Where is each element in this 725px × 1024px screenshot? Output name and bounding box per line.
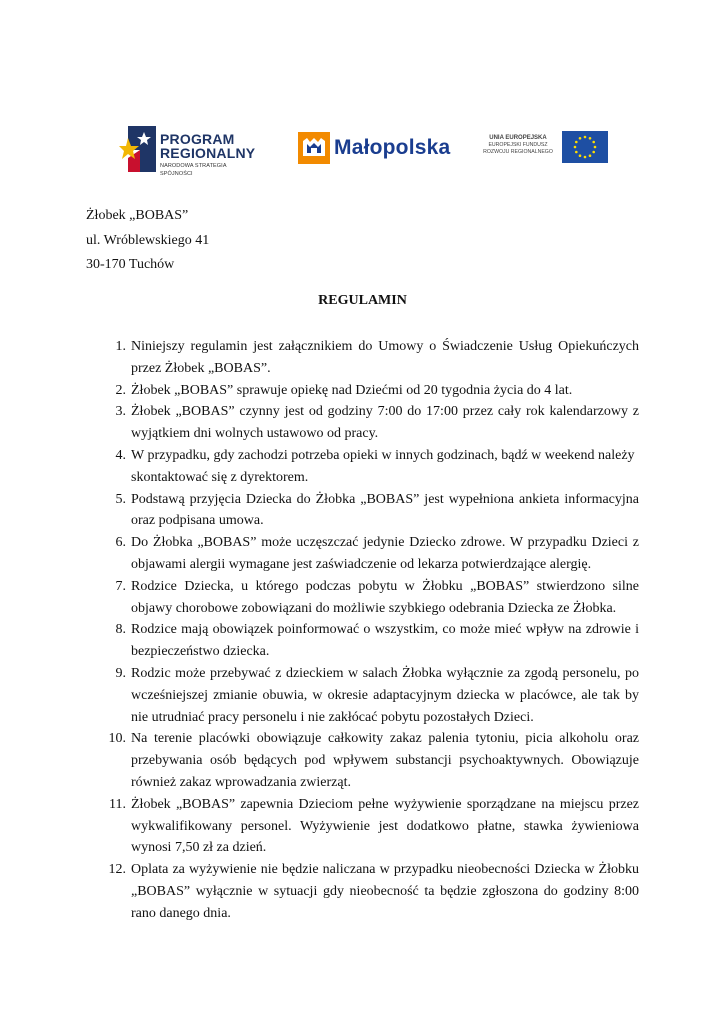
eu-line1: UNIA EUROPEJSKA <box>489 135 547 141</box>
rule-text: Do Żłobka „BOBAS” może uczęszczać jedynie Dziecko zdrowe. W przypadku Dzieci z objawami alergii wymagane jest zaświadczenie od lekarza potwierdzające alergię. <box>131 535 639 572</box>
rule-number: 2. <box>115 382 126 398</box>
rule-item-4 <box>100 445 639 489</box>
rule-number: 9. <box>115 665 126 681</box>
rule-item-2 <box>100 380 639 402</box>
rule-item-8 <box>100 619 639 663</box>
rules-list <box>100 336 639 925</box>
malopolska-wordmark: Małopolska <box>334 136 451 159</box>
rule-text: Rodzice Dziecka, u którego podczas pobytu w Żłobku „BOBAS” stwierdzono silne objawy chorobowe zobowiązani do możliwie szybkiego odebrania Dziecka ze Żłobka. <box>131 578 639 616</box>
program-line3: NARODOWA STRATEGIA SPÓJNOŚCI <box>160 163 227 177</box>
rule-number: 7. <box>115 578 126 594</box>
rule-number: 12. <box>108 862 126 878</box>
rule-number: 8. <box>115 622 126 638</box>
rule-text: Żłobek „BOBAS” czynny jest od godziny 7:00 do 17:00 przez cały rok kalendarzowy z wyjątkiem dni wolnych ustawowo od pracy. <box>131 404 639 442</box>
rule-number: 10. <box>108 731 126 747</box>
rule-text: Żłobek „BOBAS” zapewnia Dzieciom pełne wyżywienie sporządzane na miejscu przez wykwalifikowany personel. Wyżywienie jest dodatkowo płatne, stawka żywieniowa wynosi 7,50 zł za dzień. <box>131 796 639 856</box>
rule-item-6 <box>100 532 639 576</box>
rule-item-3 <box>100 401 639 445</box>
rule-number: 11. <box>109 796 126 812</box>
rule-text: W przypadku, gdy zachodzi potrzeba opieki w innych godzinach, bądź w weekend należy skontaktować się z dyrektorem. <box>131 447 635 485</box>
eu-flag-icon <box>562 131 608 163</box>
rule-text: Rodzice mają obowiązek poinformować o wszystkim, co może mieć wpływ na zdrowie i bezpieczeństwo dziecka. <box>131 622 639 660</box>
logo-bar <box>0 118 725 178</box>
document-title: REGULAMIN <box>318 293 407 308</box>
street-address: ul. Wróblewskiego 41 <box>86 232 210 248</box>
program-regionalny-text <box>160 132 255 178</box>
rule-text: Rodzic może przebywać z dzieckiem w salach Żłobka wyłącznie za zgodą personelu, po wcześniejszej zmianie obuwia, w okresie adaptacyjnym dziecka w placówce, ale tak by nie utrudniać pracy personelu i nie zakłócać pobytu pozostałych Dzieci. <box>131 665 639 725</box>
rule-number: 4. <box>115 447 126 463</box>
rule-text: Na terenie placówki obowiązuje całkowity zakaz palenia tytoniu, picia alkoholu oraz przebywania osób będących pod wpływem substancji psychoaktywnych. Obowiązuje również zakaz wprowadzania zwierząt. <box>131 731 639 790</box>
postal-city: 30-170 Tuchów <box>86 257 175 272</box>
program-regionalny-logo <box>116 118 256 177</box>
rule-item-5 <box>100 489 639 533</box>
address-block <box>86 204 209 278</box>
rule-number: 6. <box>115 535 126 551</box>
program-regionalny-emblem-icon <box>118 120 158 174</box>
rule-text: Oplata za wyżywienie nie będzie naliczana w przypadku nieobecności Dziecka w Żłobku „BOBAS” wyłącznie w sytuacji gdy nieobecność ta będzie zgłoszona do godziny 8:00 rano danego dnia. <box>131 862 639 921</box>
rule-number: 5. <box>115 491 126 507</box>
program-line1: PROGRAM <box>160 131 235 147</box>
rule-item-7 <box>100 576 639 620</box>
program-line2: REGIONALNY <box>160 145 256 161</box>
rule-item-12 <box>100 859 639 924</box>
rule-number: 1. <box>115 339 126 354</box>
rule-item-11 <box>100 794 639 859</box>
rule-text: Żłobek „BOBAS” sprawuje opiekę nad Dziećmi od 20 tygodnia życia do 4 lat. <box>131 382 573 398</box>
rule-text: Podstawą przyjęcia Dziecka do Żłobka „BOBAS” jest wypełniona ankieta informacyjna oraz podpisana umowa. <box>131 491 639 529</box>
eu-line2: EUROPEJSKI FUNDUSZ <box>488 142 548 148</box>
eu-line3: ROZWOJU REGIONALNEGO <box>483 149 553 155</box>
malopolska-logo <box>298 130 450 166</box>
malopolska-crest-icon <box>298 132 330 164</box>
rule-text: Niniejszy regulamin jest załącznikiem do Umowy o Świadczenie Usług Opiekuńczych przez Żłobek „BOBAS”. <box>131 339 639 376</box>
rule-item-1 <box>100 336 639 380</box>
nursery-name: Żłobek „BOBAS” <box>86 208 189 223</box>
eu-logo-text <box>478 134 558 156</box>
rule-item-9 <box>100 663 639 728</box>
rule-item-10 <box>100 728 639 793</box>
rule-number: 3. <box>115 404 126 420</box>
